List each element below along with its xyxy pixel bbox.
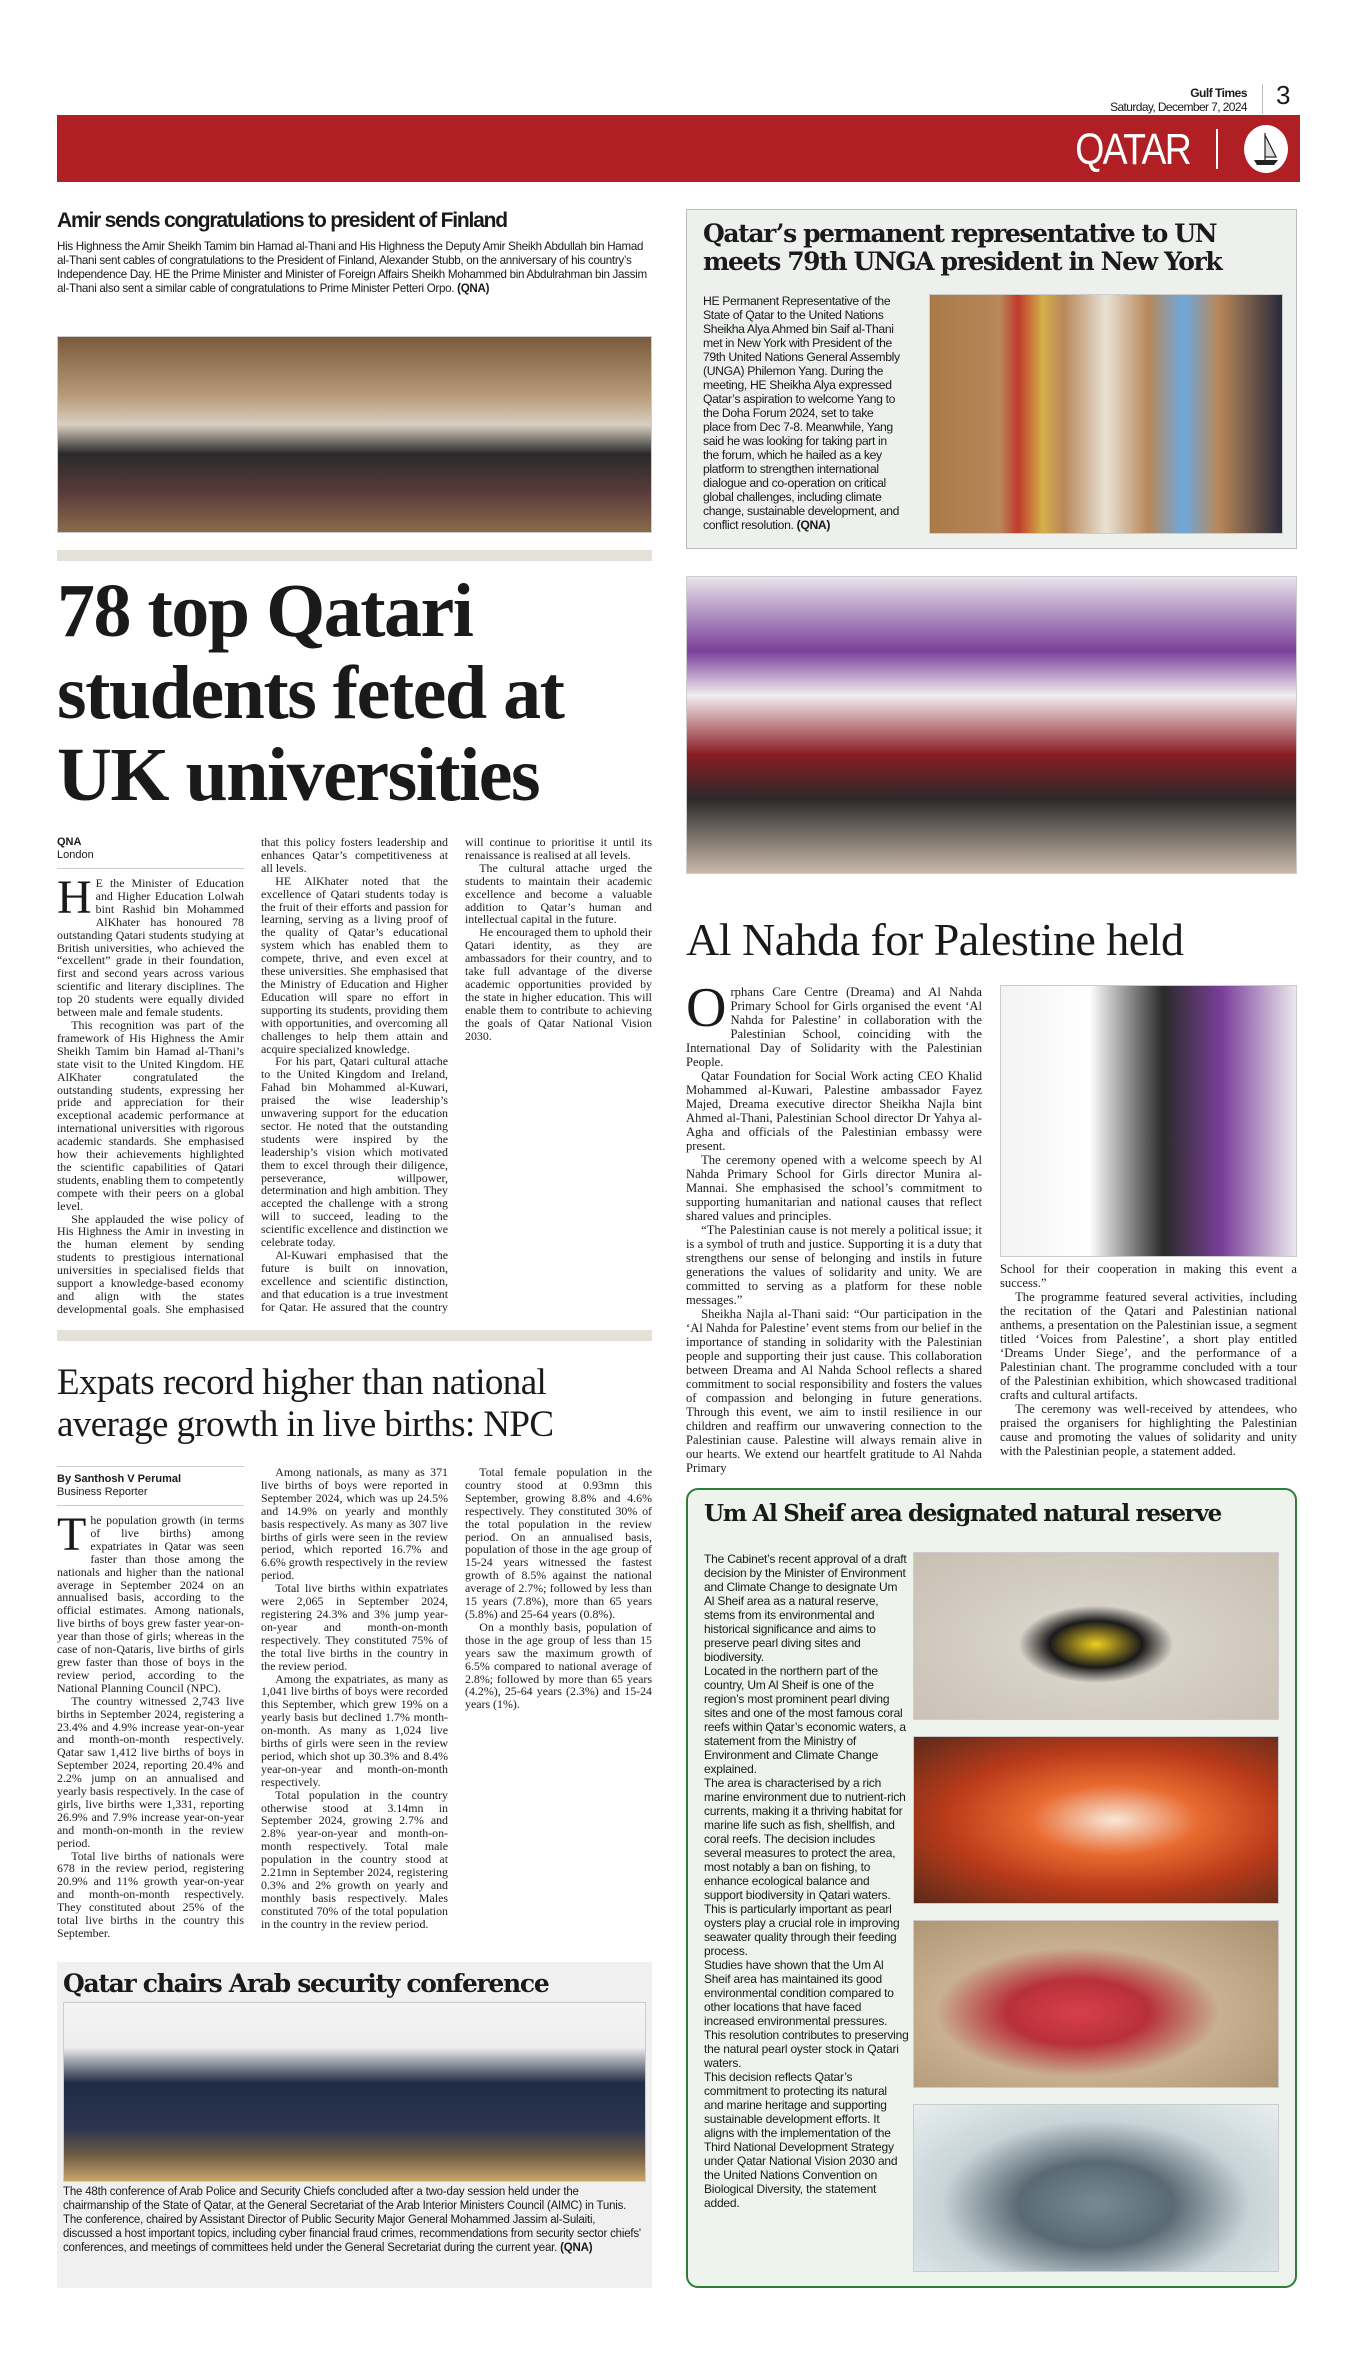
paragraph: She applauded the wise policy of His Highness the Amir in investing in the human element by sending students to prestigious international universities in specialised fields that support a knowledge-based economy and align with the states developmental goals. She emphasised that this policy fosters leadership and enhances Qatar’s competitiveness at all levels. [57,835,448,1316]
paragraph: Sheikha Najla al-Thani said: “Our participation in the ‘Al Nahda for Palestine’ event stems from our belief in the importance of standing in solidarity with the Palestinian people and supporting their just cause. This collaboration between Dreama and Al Nahda School reflects a shared commitment to social responsibility and fosters the values of compassion and belonging in future generations. Through this event, we aim to instil resilience in our children and reaffirm our unwavering connection to the Palestinian cause. Palestine will always remain alive in our hearts. We extend our heartfelt gratitude to Al Nahda Primary [686,1307,982,1475]
headline-nahda: Al Nahda for Palestine held [686,914,1184,965]
paragraph: Qatar Foundation for Social Work acting CEO Khalid Mohammed al-Kuwari, Palestine ambassador Fayez Majed, Dreama executive director Sheikha Najla bint Ahmed al-Thani, Palestinian School director Dr Yahya al-Agha and officials of the Palestinian embassy were present. [686,1069,982,1153]
paragraph: For his part, Qatari cultural attache to the United Kingdom and Ireland, Fahad bin Mohammed al-Kuwari, praised the wise leadership’s unwavering support for the education sector. He noted that the outstanding students were inspired by the leadership’s vision which motivated them to excel through their diligence, perseverance, willpower, determination and high ambition. They accepted the challenge with a strong will to succeed, leading to the scientific excellence and distinction we celebrate today. [261,1054,448,1250]
article-un [686,209,1297,549]
credit: (QNA) [796,518,831,532]
paragraph: The ceremony opened with a welcome speech by Al Nahda Primary School for Girls director Munira al-Mannai. She emphasised the school’s commitment to supporting humanitarian and national causes that reflect shared values and principles. [686,1153,982,1223]
section-banner [57,115,1300,182]
article-expats-body [57,1466,652,1944]
paragraph: Among the expatriates, as many as 1,041 live births of boys were recorded this September, which grew 19% on a yearly basis but declined 1.7% month-on-month. As many as 1,024 live births of girls were seen in the review period, which shot up 30.3% and 8.4% year-on-year and month-on-month respectively. [261,1671,448,1789]
article-body [703,294,903,532]
paragraph: The area is characterised by a rich marine environment due to nutrient-rich currents, making it a thriving habitat for marine life such as fish, shellfish, and coral reefs. The decision includes several measures to protect the area, most notably a ban on fishing, to enhance ecological balance and support biodiversity in Qatari waters. This is particularly important as pearl oysters play a crucial role in improving seawater quality through their feeding process. [704,1776,906,1958]
paragraph: he population growth (in terms of live births) among expatriates in Qatar was seen faster than those among the nationals and higher than the national average in September 2024 on an annualised basis, according to the official estimates. Among nationals, live births of boys grew faster year-on-year than those of girls; whereas in the case of non-Qataris, live births of girls grew faster than those of boys in the review period, according to the National Planning Council (NPC). [57,1513,244,1695]
headline: Amir sends congratulations to president of Finland [57,209,507,232]
paragraph: He encouraged them to uphold their Qatari identity, as they are ambassadors for their country, and to take full advantage of the diverse academic opportunities provided by the state in higher education. This will enable them to contribute to achieving the goals of Qatar National Vision 2030. [465,925,652,1043]
issue-date: Saturday, December 7, 2024 [1110,100,1247,114]
drop-cap: T [57,1508,87,1561]
drop-cap: H [57,871,92,924]
ceremony-photo [57,336,652,533]
drop-cap: O [686,977,727,1039]
paragraph: Total live births of nationals were 678 in the review period, registering 20.9% and 11% growth year-on-year and month-on-month respectively. They constituted about 25% of the total live births in the country this September. [57,1848,244,1940]
body-text: His Highness the Amir Sheikh Tamim bin Hamad al-Thani and His Highness the Deputy Amir Sheikh Abdullah bin Hamad al-Thani sent cables of congratulations to the President of Finland, Alexander Stubb, on the anniversary of his country’s Independence Day. HE the Prime Minister and Minister of Foreign Affairs Sheikh Mohammed bin Abdulrahman bin Jassim al-Thani also sent a similar cable of congratulations to Prime Minister Petteri Orpo. [57,240,647,295]
page-number: 3 [1276,80,1291,110]
paragraph: Studies have shown that the Um Al Sheif area has maintained its good environmental condition compared to other locations that have faced increased environmental pressures. [704,1958,894,2028]
paragraph: Total female population in the country stood at 0.93mn this September, growing 8.8% and 4.6% respectively. They constituted 30% of the total population in the review period. On an annualised basis, population of those in the age group of 15-24 years witnessed the fastest growth of 8.5% against the national average of 2.7%; followed by less than 15 years (7.8%), more than 65 years (5.8%) and 25-64 years (0.8%). [465,1465,652,1621]
dhow-logo-icon [1244,125,1288,173]
headline-expats: Expats record higher than national average growth in live births: NPC [57,1362,554,1445]
paragraph: Located in the northern part of the country, Um Al Sheif is one of the region’s most prominent pearl diving sites and one of the most famous coral reefs within Qatar’s economic waters, a statement from the Ministry of Environment and Climate Change explained. [704,1664,906,1776]
paragraph: Al-Kuwari emphasised that the future is built on innovation, excellence and scientific distinction, and that education is a true investment for Qatar. He assured that the country will continue to prioritise it until its renaissance is realised at all levels. [261,835,652,1314]
caption [63,2185,646,2255]
article-body [57,240,652,296]
paragraph: Among nationals, as many as 371 live births of boys were reported in September 2024, which was up 24.5% and 14.9% on yearly and monthly basis respectively. As many as 307 live births of girls were seen in the review period, which reported 16.7% and 6.6% growth respectively in the review period. [261,1465,448,1583]
paragraph: On a monthly basis, population of those in the age group of less than 15 years saw the maximum growth of 6.5% compared to national average of 2.8%; followed by more than 65 years (4.2%), 25-64 years (2.3%) and 15-24 years (1%). [465,1619,652,1712]
agency: QNA [57,836,82,848]
conference-photo [63,2002,646,2182]
article-security [57,1962,652,2288]
divider [1216,129,1218,169]
paragraph: The cultural attache urged the students to maintain their academic excellence and become a valuable addition to Qatar’s human and intellectual capital in the future. [465,860,652,927]
headline: Qatar’s permanent representative to UN meets 79th UNGA president in New York [703,219,1222,276]
byline-role: Business Reporter [57,1486,148,1498]
paragraph: The ceremony was well-received by attendees, who praised the organisers for highlighting the Palestinian cause and promoting the values of solidarity and unity with the Palestinian people, a statement added. [1000,1402,1297,1458]
paragraph: Total live births within expatriates were 2,065 in September 2024, registering 24.3% and 3% jump year-on-year and month-on-month respectively. They constituted 75% of the total live births in the country in the review period. [261,1581,448,1673]
paragraph: Total population in the country otherwise stood at 3.14mn in September 2024, growing 2.7% and 2.8% year-on-year and month-on-month respectively. Total male population in the country stood at 2.21mn in September 2024, registering 0.3% and 2% growth on yearly and monthly basis respectively. Males constituted 70% of the total population in the country in the review period. [261,1787,448,1931]
article-amir [57,208,652,296]
paragraph: E the Minister of Education and Higher Education Lolwah bint Rashid bin Mohammed AlKhater has honoured 78 outstanding Qatari students studying at British universities, who achieved the “excellent” grade in their foundation, first and second years across various scientific and literary disciplines. The top 20 students were equally divided between male and female students. [57,876,244,1020]
body-text: HE Permanent Representative of the State of Qatar to the United Nations Sheikha Alya Ahmed bin Saif al-Thani met in New York with President of the 79th United Nations General Assembly (UNGA) Philemon Yang. During the meeting, HE Sheikha Alya expressed Qatar’s aspiration to welcome Yang to the Doha Forum 2024, set to take place from Dec 7-8. Meanwhile, Yang said he was looking for taking part in the forum, which he hailed as a key platform to strengthen international dialogue and co-operation on critical global challenges, including climate change, sustainable development, and conflict resolution. [703,294,900,532]
credit: (QNA) [457,282,490,295]
article-nahda-col2 [1000,1262,1297,1458]
paragraph: The programme featured several activities, including the recitation of the Qatari and Palestinian national anthems, a presentation on the Palestinian issue, a segment titled ‘Voices from Palestine’, a short play entitled ‘Dreams Under Siege’, and the performance of a Palestinian chant. The programme concluded with a tour of the Palestinian exhibition, which showcased traditional crafts and cultural artifacts. [1000,1290,1297,1402]
paragraph: This decision reflects Qatar’s commitment to protecting its natural and marine heritage and supporting sustainable development efforts. It aligns with the implementation of the Third National Development Strategy under Qatar National Vision 2030 and the United Nations Convention on Biological Diversity, the statement added. [704,2070,898,2210]
article-nahda-col1 [686,977,982,1475]
divider [1262,84,1263,114]
paragraph: “The Palestinian cause is not merely a political issue; it is a symbol of truth and justice. Supporting it is a duty that strengthens our sense of belonging and instils in future generations the values of solidarity and unity. We are committed to serving as a platform for these noble messages.” [686,1223,982,1307]
paragraph: HE AlKhater noted that the excellence of Qatari students today is the fruit of their efforts and passion for learning, serving as a living proof of the quality of Qatar’s educational system which has enabled them to compete, thrive, and even excel at these universities. She emphasised that the Ministry of Education and Higher Education will spare no effort in supporting its students, providing them with opportunities, and overcoming all challenges to help them attain and acquire specialized knowledge. [261,873,448,1056]
article-students-body [57,836,652,1316]
fish-photo [913,1552,1279,1720]
pearl-oyster-photo [913,2104,1279,2272]
divider-bar [57,550,652,561]
coral-photo [913,1736,1279,1904]
divider-bar [57,1330,652,1341]
paragraph: The Cabinet’s recent approval of a draft decision by the Minister of Environment and Climate Change to designate Um Al Sheif area as a natural reserve, stems from its environmental and historical significance and aims to preserve pearl diving sites and biodiversity. [704,1552,907,1664]
palestine-event-photo [686,576,1297,874]
credit: (QNA) [560,2242,593,2254]
caption-text: The 48th conference of Arab Police and Security Chiefs concluded after a two-day session held under the chairmanship of the State of Qatar, at the General Secretariat of the Arab Interior Ministers Council (AIMC) in Tunis. The conference, chaired by Assistant Director of Public Security Major General Mohammed Jassim al-Sulaiti, discussed a host important topics, including cyber financial fraud crimes, recommendations from security sector chiefs' conferences, and meetings of committees held under the General Secretariat during the current year. [63,2186,641,2254]
byline: By Santhosh V Perumal [57,1473,182,1485]
headline-students: 78 top Qatari students feted at UK universities [57,569,564,817]
paper-name: Gulf Times [1190,86,1247,100]
paragraph: rphans Care Centre (Dreama) and Al Nahda Primary School for Girls organised the event ‘Al Nahda for Palestine’ in collaboration with the Palestinian School, coinciding with the International Day of Solidarity with the Palestinian People. [686,985,982,1069]
article-reserve [686,1488,1297,2288]
crab-photo [913,1920,1279,2088]
article-body [704,1552,909,2210]
nahda-guests-photo [1000,985,1297,1257]
dateline: London [57,849,94,861]
paragraph: This resolution contributes to preserving the natural pearl oyster stock in Qatari waters. [704,2028,909,2070]
headline: Um Al Sheif area designated natural reserve [704,1500,1221,1527]
paragraph: School for their cooperation in making this event a success.” [1000,1262,1297,1290]
paragraph: This recognition was part of the framework of His Highness the Amir Sheikh Tamim bin Hamad al-Thani’s state visit to the United Kingdom. HE AlKhater congratulated the outstanding students, expressing her pride and appreciation for their exceptional academic performance at international universities with rigorous academic standards. She emphasised how their achievements highlighted the scientific capabilities of Qatari students, enabling them to competently compete with their peers on a global level. [57,1017,244,1213]
meeting-photo [929,294,1283,534]
section-title: QATAR [1075,125,1190,174]
paragraph: The country witnessed 2,743 live births in September 2024, registering a 23.4% and 4.9% increase year-on-year and month-on-month respectively. Qatar saw 1,412 live births of boys in September 2024, reporting 20.4% and 2.2% jump on an annualised and yearly basis respectively. In the case of girls, live births were 1,331, reporting 26.9% and 7.9% increase year-on-year and month-on-month in the review period. [57,1693,244,1850]
headline: Qatar chairs Arab security conference [63,1969,549,1998]
